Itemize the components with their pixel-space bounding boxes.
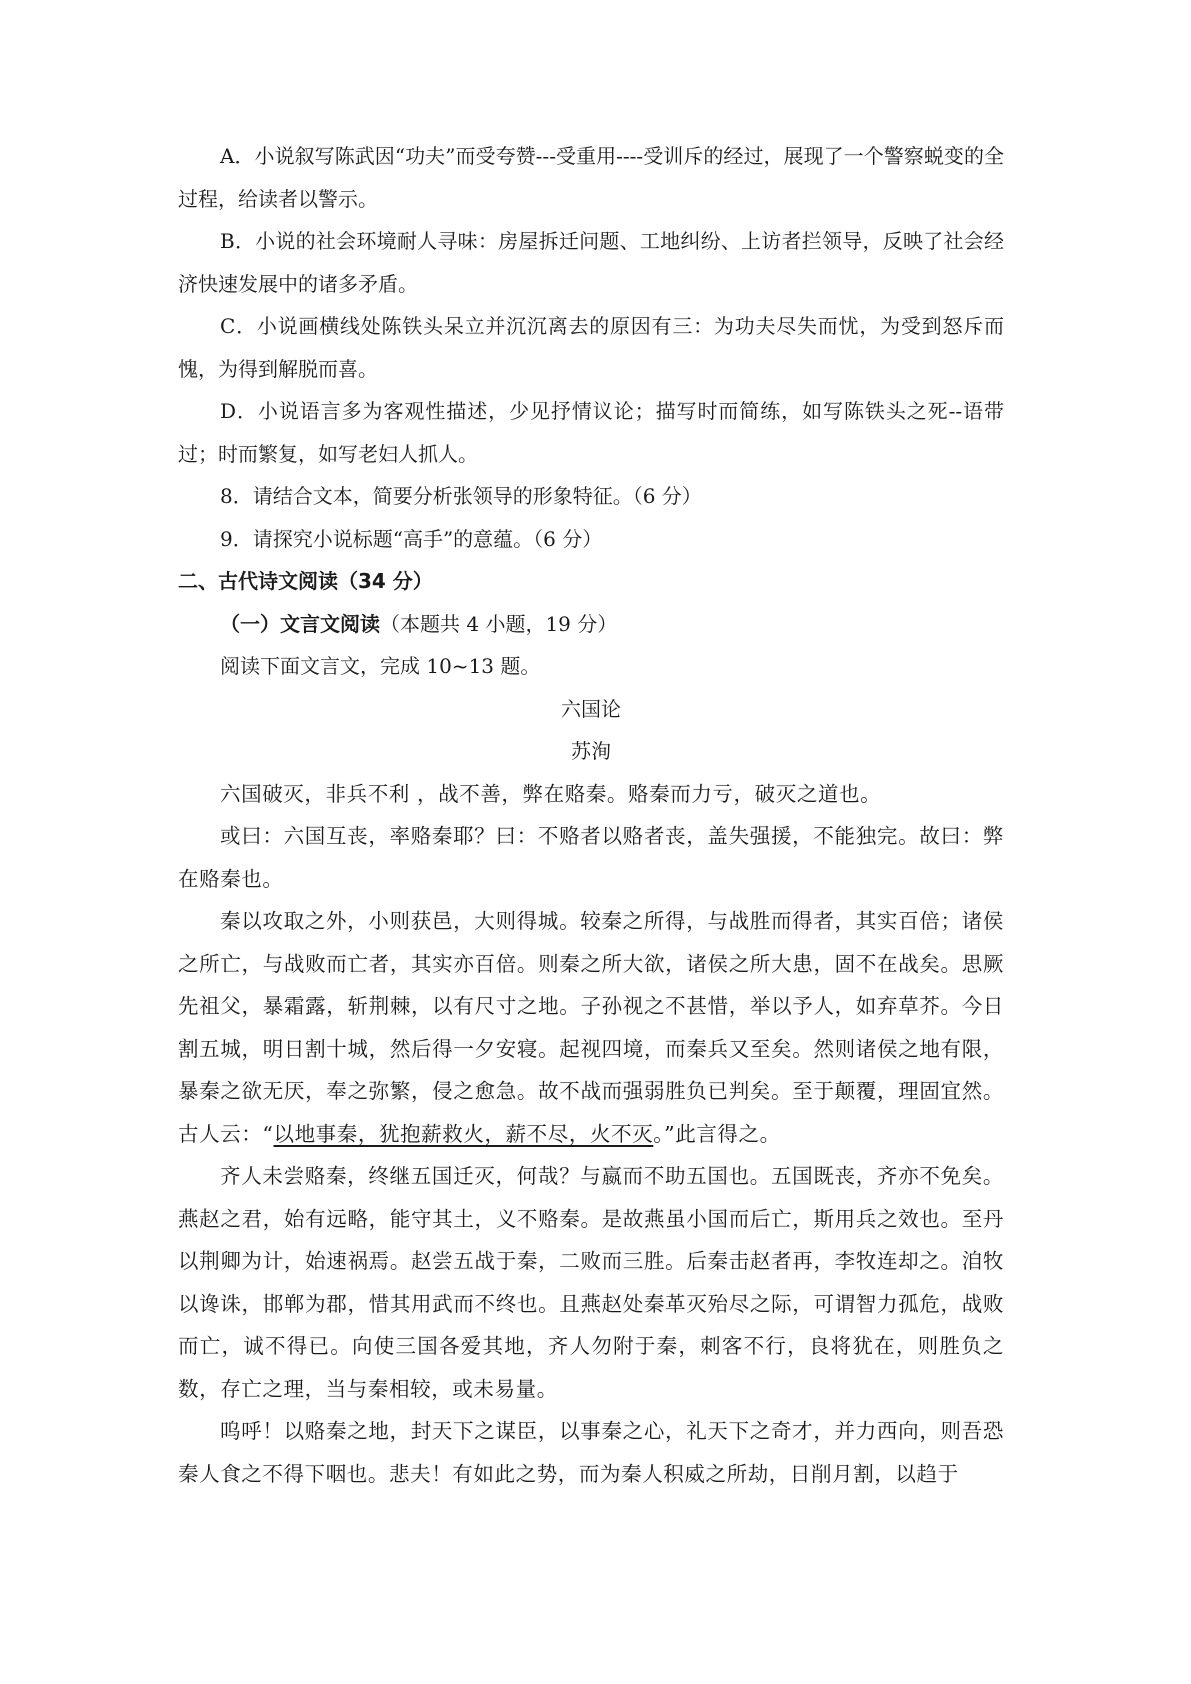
sub-heading-detail: （本题共 4 小题，19 分） [380, 611, 618, 636]
underlined-quote: 以地事秦，犹抱薪救火，薪不尽，火不灭 [273, 1121, 654, 1146]
essay-paragraph-2: 或曰：六国互丧，率赂秦耶？曰：不赂者以赂者丧，盖失强援，不能独完。故曰：弊在赂秦也。 [178, 824, 1004, 891]
essay-paragraph-3-end: 。”此言得之。 [653, 1121, 781, 1146]
question-8: 8．请结合文本，简要分析张领导的形象特征。（6 分） [220, 484, 702, 508]
question-option-c: C．小说画横线处陈铁头呆立并沉沉离去的原因有三：为功夫尽失而忧，为受到怒斥而愧，为得到解脱而喜。 [178, 314, 1004, 381]
question-option-b: B．小说的社会环境耐人寻味：房屋拆迁问题、工地纠纷、上访者拦领导，反映了社会经济快速发展中的诸多矛盾。 [178, 229, 1004, 296]
question-option-d: D．小说语言多为客观性描述，少见抒情议论；描写时而简练，如写陈铁头之死--语带过；时而繁复，如写老妇人抓人。 [178, 399, 1004, 466]
essay-paragraph-4: 齐人未尝赂秦，终继五国迁灭，何哉？与嬴而不助五国也。五国既丧，齐亦不免矣。燕赵之君，始有远略，能守其土，义不赂秦。是故燕虽小国而后亡，斯用兵之效也。至丹以荆卿为计，始速祸焉。赵尝五战于秦，二败而三胜。后秦击赵者再，李牧连却之。洎牧以谗诛，邯郸为郡，惜其用武而不终也。且燕赵处秦革灭殆尽之际，可谓智力孤危，战败而亡，诚不得已。向使三国各爱其地，齐人勿附于秦，刺客不行，良将犹在，则胜负之数，存亡之理，当与秦相较，或未易量。 [178, 1164, 1004, 1401]
reading-instruction: 阅读下面文言文，完成 10~13 题。 [220, 654, 541, 678]
sub-heading-bold: （一）文言文阅读 [220, 611, 380, 636]
essay-paragraph-1: 六国破灭，非兵不利 ，战不善，弊在赂秦。赂秦而力亏，破灭之道也。 [220, 781, 882, 806]
essay-paragraph-3-text: 秦以攻取之外，小则获邑，大则得城。较秦之所得，与战胜而得者，其实百倍；诸侯之所亡，与战败而亡者，其实亦百倍。则秦之所大欲，诸侯之所大患，固不在战矣。思厥先祖父，暴霜露，斩荆棘，以有尺寸之地。子孙视之不甚惜，举以予人，如弃草芥。今日割五城，明日割十城，然后得一夕安寝。起视四境，而秦兵又至矣。然则诸侯之地有限，暴秦之欲无厌，奉之弥繁，侵之愈急。故不战而强弱胜负已判矣。至于颠覆，理固宜然。古人云：“ [178, 909, 1004, 1146]
essay-paragraph-3 [178, 900, 1004, 1155]
document-page [178, 135, 1004, 1495]
question-option-a: A．小说叙写陈武因“功夫”而受夸赞---受重用----受训斥的经过，展现了一个警察蜕变的全过程，给读者以警示。 [178, 144, 1004, 211]
essay-author: 苏洵 [571, 739, 611, 763]
section-heading: 二、古代诗文阅读（34 分） [178, 569, 433, 593]
sub-heading [178, 603, 1004, 646]
question-9: 9．请探究小说标题“高手”的意蕴。（6 分） [220, 526, 603, 551]
essay-title: 六国论 [561, 696, 621, 721]
essay-paragraph-5: 呜呼！以赂秦之地，封天下之谋臣，以事秦之心，礼天下之奇才，并力西向，则吾恐秦人食之不得下咽也。悲夫！有如此之势，而为秦人积威之所劫，日削月割，以趋于 [178, 1419, 1004, 1486]
